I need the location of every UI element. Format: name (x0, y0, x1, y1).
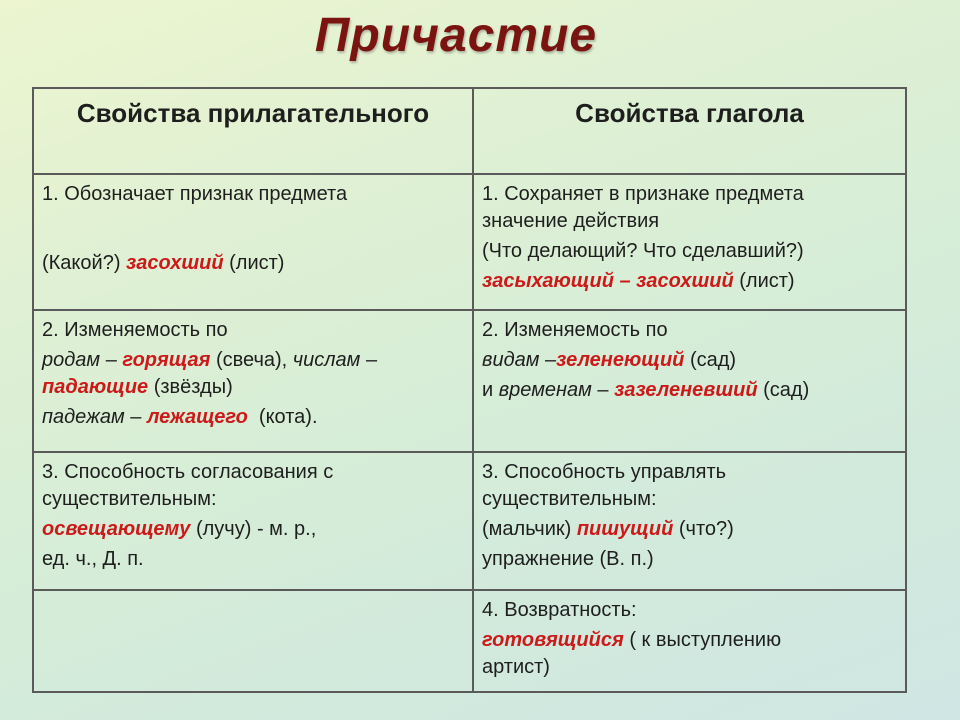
highlight-word: падающие (42, 376, 149, 398)
table-row (33, 174, 906, 310)
text-fragment: временам (498, 379, 592, 401)
header-adjective-properties: Свойства прилагательного (33, 88, 473, 174)
text-fragment: (лист) (733, 270, 795, 292)
table-row (33, 310, 906, 452)
cell-text: 3. Способность согласования с (42, 461, 334, 483)
cell-text: артист) (482, 656, 550, 678)
cell-example (482, 347, 897, 374)
text-fragment: – (100, 349, 123, 371)
cell-text: (Что делающий? Что сделавший?) (482, 240, 804, 262)
text-fragment: – (360, 349, 378, 371)
text-fragment: и (482, 379, 499, 401)
cell-text: упражнение (В. п.) (482, 548, 654, 570)
page-title: Причастие (314, 9, 598, 62)
highlight-word: горящая (122, 349, 211, 371)
highlight-word: лежащего (146, 406, 248, 428)
cell-text: 4. Возвратность: (482, 599, 637, 621)
text-fragment: (кота). (247, 406, 318, 428)
cell-adjective-4-empty (33, 590, 473, 692)
participle-properties-table (32, 87, 907, 693)
cell-text: существительным: (482, 488, 657, 510)
header-verb-properties: Свойства глагола (473, 88, 906, 174)
cell-example (482, 516, 897, 543)
cell-text: существительным: (42, 488, 217, 510)
cell-example (482, 268, 897, 295)
cell-text: значение действия (482, 210, 660, 232)
text-fragment: – (539, 349, 557, 371)
highlight-word: готовящийся (482, 629, 624, 651)
cell-text: 2. Изменяемость по (482, 319, 668, 341)
highlight-word: пишущий (576, 518, 674, 540)
text-fragment: (что?) (673, 518, 734, 540)
text-fragment: – (124, 406, 147, 428)
cell-verb-3 (473, 452, 906, 590)
cell-example (482, 627, 897, 654)
highlight-word: засохший (126, 252, 224, 274)
text-fragment: (сад) (684, 349, 737, 371)
cell-text: 2. Изменяемость по (42, 319, 228, 341)
cell-verb-4 (473, 590, 906, 692)
cell-verb-1 (473, 174, 906, 310)
cell-example (42, 374, 464, 401)
table-row (33, 590, 906, 692)
highlight-word: зеленеющий (556, 349, 685, 371)
cell-example (42, 516, 464, 543)
text-fragment: числам (292, 349, 361, 371)
text-fragment: ( к выступлению (623, 629, 782, 651)
text-fragment: (сад) (757, 379, 810, 401)
text-fragment: (Какой?) (42, 252, 127, 274)
highlight-word: засыхающий – засохший (482, 270, 734, 292)
text-fragment: падежам (42, 406, 125, 428)
cell-adjective-2 (33, 310, 473, 452)
cell-example (482, 377, 897, 404)
text-fragment: (лучу) - м. р., (190, 518, 317, 540)
cell-adjective-1 (33, 174, 473, 310)
text-fragment: (мальчик) (482, 518, 577, 540)
cell-verb-2 (473, 310, 906, 452)
text-fragment: – (591, 379, 615, 401)
cell-text: 1. Обозначает признак предмета (42, 183, 348, 205)
cell-example (42, 347, 464, 374)
cell-text: ед. ч., Д. п. (42, 548, 144, 570)
text-fragment: (лист) (223, 252, 285, 274)
cell-adjective-3 (33, 452, 473, 590)
text-fragment: родам (42, 349, 101, 371)
highlight-word: зазеленевший (614, 379, 758, 401)
cell-example (42, 250, 464, 277)
cell-example (42, 404, 464, 431)
table-header-row (33, 88, 906, 174)
table-row (33, 452, 906, 590)
text-fragment: (звёзды) (148, 376, 233, 398)
cell-text: 1. Сохраняет в признаке предмета (482, 183, 804, 205)
cell-text: 3. Способность управлять (482, 461, 727, 483)
text-fragment: видам (482, 349, 540, 371)
highlight-word: освещающему (42, 518, 191, 540)
text-fragment: (свеча), (210, 349, 293, 371)
